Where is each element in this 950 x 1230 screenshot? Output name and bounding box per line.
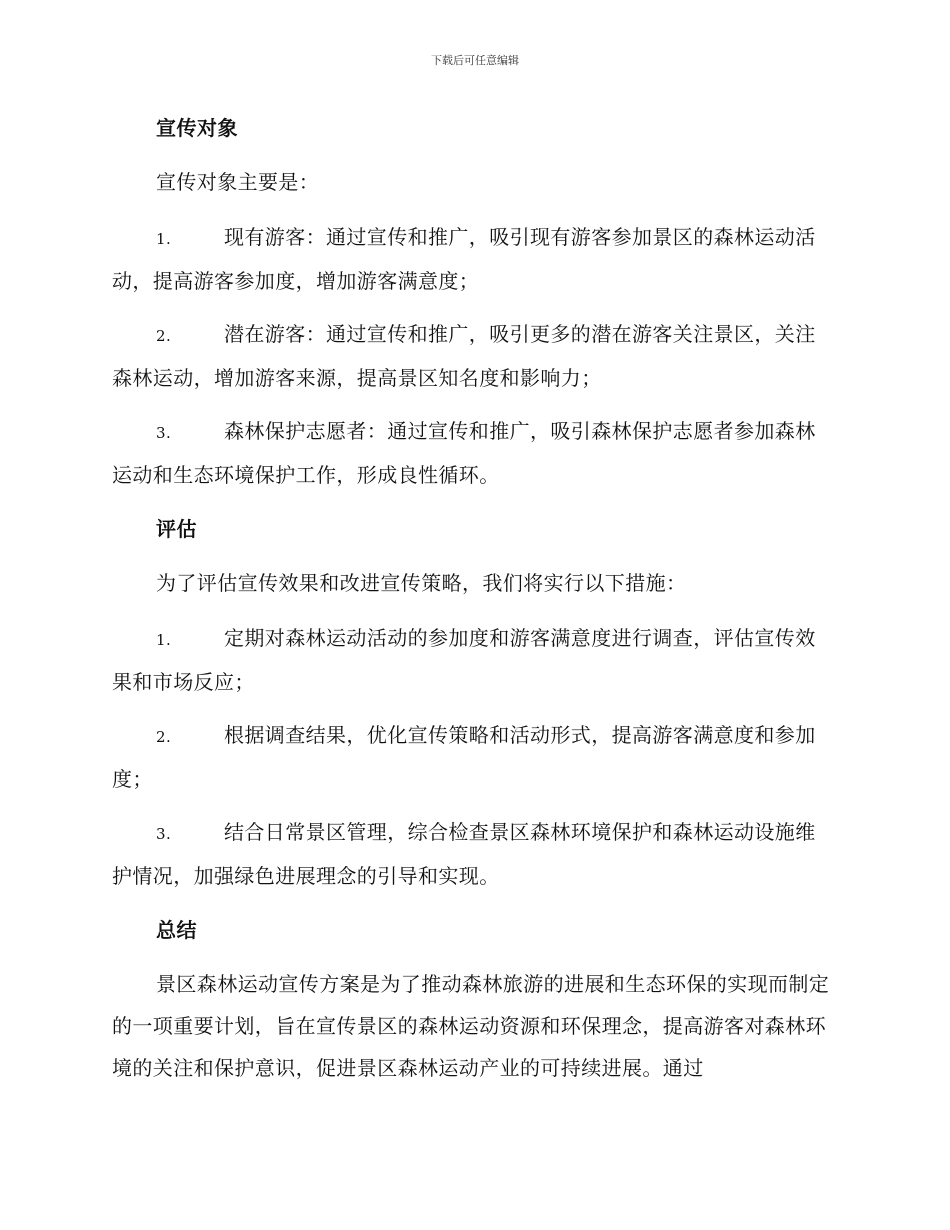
list-item-number: 2. bbox=[156, 327, 172, 345]
summary-body: 景区森林运动宣传方案是为了推动森林旅游的进展和生态环保的实现而制定的一项重要计划，旨在宣传景区的森林运动资源和环保理念，提高游客对森林环境的关注和保护意识，促进景区森林运动产业的可持续进展。通过 bbox=[112, 972, 830, 1080]
publicity-targets-item-3 bbox=[112, 410, 834, 496]
list-item-number: 2. bbox=[156, 728, 172, 746]
evaluation-item-2 bbox=[112, 714, 834, 800]
publicity-targets-item-1 bbox=[112, 216, 834, 302]
list-item-number: 3. bbox=[156, 825, 172, 843]
section-heading-summary: 总结 bbox=[156, 918, 197, 942]
section-heading-publicity-targets: 宣传对象 bbox=[156, 116, 238, 140]
list-item-text: 现有游客：通过宣传和推广，吸引现有游客参加景区的森林运动活动，提高游客参加度，增加游客满意度； bbox=[112, 225, 816, 293]
list-item-text: 定期对森林运动活动的参加度和游客满意度进行调查，评估宣传效果和市场反应； bbox=[112, 626, 816, 694]
list-item-number: 1. bbox=[156, 631, 172, 649]
list-item-number: 3. bbox=[156, 424, 172, 442]
list-item-number: 1. bbox=[156, 230, 172, 248]
page-header: 下载后可任意编辑 bbox=[431, 54, 519, 67]
list-item-text: 根据调查结果，优化宣传策略和活动形式，提高游客满意度和参加度； bbox=[112, 723, 816, 791]
list-item-text: 结合日常景区管理，综合检查景区森林环境保护和森林运动设施维护情况，加强绿色进展理念的引导和实现。 bbox=[112, 820, 816, 888]
section-heading-evaluation: 评估 bbox=[156, 517, 197, 541]
list-item-text: 潜在游客：通过宣传和推广，吸引更多的潜在游客关注景区，关注森林运动，增加游客来源，提高景区知名度和影响力； bbox=[112, 322, 816, 390]
publicity-targets-item-2 bbox=[112, 313, 834, 399]
list-item-text: 森林保护志愿者：通过宣传和推广，吸引森林保护志愿者参加森林运动和生态环境保护工作，形成良性循环。 bbox=[112, 419, 816, 487]
evaluation-intro: 为了评估宣传效果和改进宣传策略，我们将实行以下措施： bbox=[156, 571, 687, 595]
evaluation-item-1 bbox=[112, 617, 834, 703]
evaluation-item-3 bbox=[112, 811, 834, 897]
publicity-targets-intro: 宣传对象主要是： bbox=[156, 170, 320, 194]
